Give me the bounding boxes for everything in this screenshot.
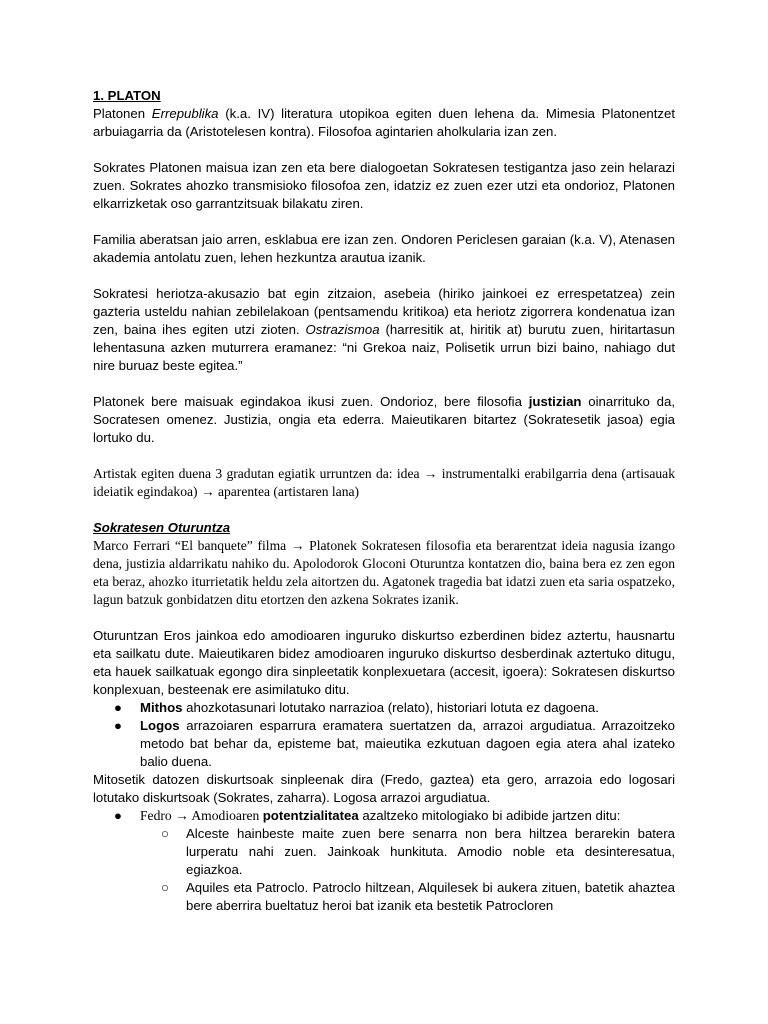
text-run: Platonek bere maisuak egindakoa ikusi zuen. Ondorioz, bere filosofia <box>93 394 529 409</box>
bullet-icon: ● <box>114 718 122 733</box>
bullet-icon: ● <box>114 700 122 715</box>
paragraph-artist: Artistak egiten duena 3 gradutan egiatik urruntzen da: idea → instrumentalki erabilgarria dena (artisauak ideiatik egindakoa) → aparentea (artistaren lana) <box>93 466 675 499</box>
bold-term: justizian <box>528 394 582 409</box>
paragraph-republic <box>93 105 675 141</box>
text-run: azaltzeko mitologiako bi adibide jartzen ditu: <box>358 808 621 823</box>
list-item <box>93 699 675 717</box>
text-run: ahozkotasunari lotutako narrazioa (relato), historiari lotuta ez dagoena. <box>182 700 599 715</box>
paragraph-accusation <box>93 285 675 375</box>
text-run: Fedro → Amodioaren <box>140 808 263 823</box>
bold-term: potentzialitatea <box>262 808 359 823</box>
text-run: (harresitik at, hiritik at) burutu zuen, hiritartasun lehentasuna azken muturrera eramanez: “ni Grekoa naiz, Polisetik urrun bizi baino, nahiago dut nire buruaz beste egitea.” <box>93 322 675 373</box>
text-run: Sokratesi heriotza-akusazio bat egin zitzaion, asebeia (hiriko jainkoei ez errespetatzea) zein gazteria usteldu nahian zebilelakoan (pentsamendu kritikoa) eta heriotz zigorrera kondenatua izan zen, baina ihes egiten utzi zioten. <box>93 286 675 337</box>
bullet-list <box>93 699 675 771</box>
text-run: Platonen <box>93 106 152 121</box>
bullet-list-fedro <box>93 807 675 825</box>
paragraph-banquete: Marco Ferrari “El banquete” filma → Platonek Sokratesen filosofia eta berarentzat ideia nagusia izango dena, justizia aldarrikatu nahiko du. Apolodorok Gloconi Oturuntza kontatzen dio, baina bera ez zen egon eta beraz, ahozko iturrietatik heldu zela aitortzen du. Agatonek tragedia bat idatzi zuen eta saria ospatzeko, lagun batzuk gonbidatzen ditu etortzen den azkena Sokrates izanik. <box>93 538 675 607</box>
italic-term: Errepublika <box>151 106 219 121</box>
bullet-icon: ● <box>114 808 122 823</box>
paragraph-justice <box>93 393 675 447</box>
paragraph-eros: Oturuntzan Eros jainkoa edo amodioaren inguruko diskurtso ezberdinen bidez aztertu, hausnartu eta sailkatu dute. Maieutikaren bidez amodioaren inguruko diskurtso desberdinak aztertuko ditugu, eta hauek sailkatuak egongo dira sinpleetatik konplexuetara (accesit, igoera): Sokratesen diskurtso konplexuan, besteenak ere asimilatuko ditu. <box>93 628 675 697</box>
text-run: oinarrituko da, Socratesen omenez. Justizia, ongia eta ederra. Maieutikaren bitartez (Sokratesetik jasoa) egia lortuko du. <box>93 394 675 445</box>
text-run: Alceste hainbeste maite zuen bere senarra non bera hiltzea berarekin batera lurperatu nahi zuen. Jainkoak hunkituta. Amodio noble eta desinteresatua, egiazkoa. <box>186 826 675 877</box>
italic-term: Ostrazismoa <box>305 322 380 337</box>
bold-term: Mithos <box>140 700 183 715</box>
document-page <box>93 87 675 915</box>
list-item <box>93 717 675 771</box>
text-run: Aquiles eta Patroclo. Patroclo hiltzean, Alquilesek bi aukera zituen, batetik ahaztea bere aberrira bueltatuz heroi bat izanik eta bestetik Patrocloren <box>186 880 675 913</box>
subsection-heading: Sokratesen Oturuntza <box>93 520 231 535</box>
list-item <box>93 807 675 825</box>
circle-bullet-icon: ○ <box>161 880 169 895</box>
bold-term: Logos <box>140 718 180 733</box>
paragraph-mitos: Mitosetik datozen diskurtsoak sinpleenak dira (Fredo, gaztea) eta gero, arrazoia edo logosari lotutako diskurtsoak (Sokrates, zaharra). Logosa arrazoi argudiatua. <box>93 772 675 805</box>
circle-bullet-icon: ○ <box>161 826 169 841</box>
sub-list-item <box>93 825 675 879</box>
section-heading: 1. PLATON <box>93 88 161 103</box>
paragraph-sokrates: Sokrates Platonen maisua izan zen eta bere dialogoetan Sokratesen testigantza jaso zein helarazi zuen. Sokrates ahozko transmisioko filosofoa zen, idatziz ez zuen ezer utzi eta ondorioz, Platonen elkarrizketak oso garrantzitsuak bilakatu ziren. <box>93 160 675 211</box>
sub-list-item <box>93 879 675 915</box>
sub-list <box>93 825 675 915</box>
text-run: (k.a. IV) literatura utopikoa egiten duen lehena da. Mimesia Platonentzet arbuiagarria da (Aristotelesen kontra). Filosofoa agintarien aholkularia izan zen. <box>93 106 675 139</box>
text-run: arrazoiaren esparrura eramatera suertatzen da, arrazoi argudiatua. Arrazoitzeko metodo bat behar da, episteme bat, maieutika ezkutuan dagoen egia atera ahal izateko balio duena. <box>140 718 675 769</box>
paragraph-family: Familia aberatsan jaio arren, esklabua ere izan zen. Ondoren Periclesen garaian (k.a. V), Atenasen akademia antolatu zuen, lehen hezkuntza arautua izanik. <box>93 232 675 265</box>
